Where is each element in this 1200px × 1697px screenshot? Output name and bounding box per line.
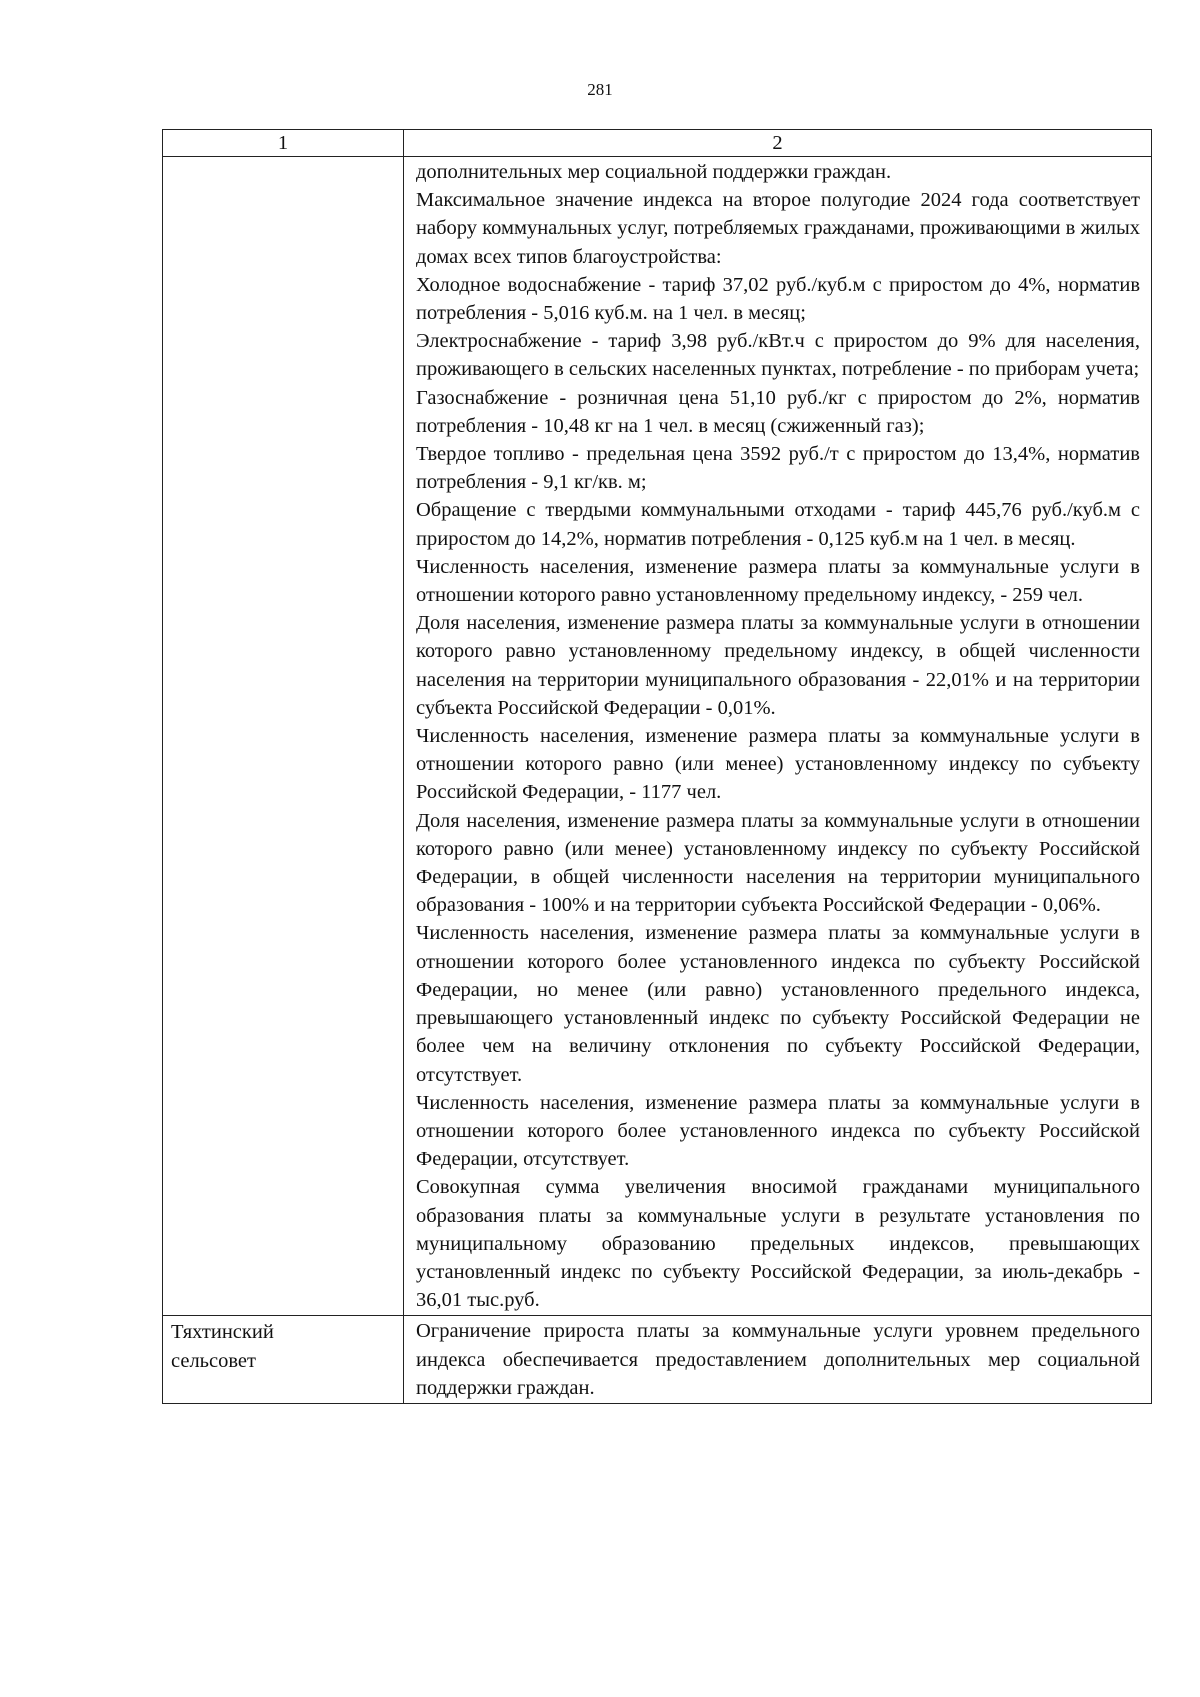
- table-row: [163, 157, 1152, 1316]
- column-header-2: 2: [404, 130, 1152, 157]
- municipality-name-line: сельсовет: [171, 1349, 256, 1372]
- column-header-1: 1: [163, 130, 404, 157]
- municipality-cell: [163, 157, 404, 1316]
- paragraph: Холодное водоснабжение - тариф 37,02 руб./куб.м с приростом до 4%, норматив потребления - 5,016 куб.м. на 1 чел. в месяц;: [416, 273, 1140, 325]
- paragraph: Численность населения, изменение размера платы за коммунальные услуги в отношении которого равно (или менее) установленному индексу по субъекту Российской Федерации, - 1177 чел.: [416, 725, 1140, 804]
- paragraph: Численность населения, изменение размера платы за коммунальные услуги в отношении которого равно установленному предельному индексу, - 259 чел.: [416, 555, 1140, 607]
- paragraph: Доля населения, изменение размера платы за коммунальные услуги в отношении которого равно установленному предельному индексу, в общей численности населения на территории муниципального образования - 22,01% и на территории субъекта Российской Федерации - 0,01%.: [416, 612, 1140, 719]
- paragraph: Численность населения, изменение размера платы за коммунальные услуги в отношении которого более установленного индекса по субъекту Российской Федерации, но менее (или равно) установленного предельного индекса, превышающего установленный индекс по субъекту Российской Федерации не более чем на величину отклонения по субъекту Российской Федерации, отсутствует.: [416, 922, 1140, 1086]
- paragraph: Доля населения, изменение размера платы за коммунальные услуги в отношении которого равно (или менее) установленному индексу по субъекту Российской Федерации, в общей численности населения на территории муниципального образования - 100% и на территории субъекта Российской Федерации - 0,06%.: [416, 809, 1140, 917]
- paragraph: Электроснабжение - тариф 3,98 руб./кВт.ч с приростом до 9% для населения, проживающего в сельских населенных пунктах, потребление - по приборам учета;: [416, 330, 1140, 381]
- paragraph: Численность населения, изменение размера платы за коммунальные услуги в отношении которого более установленного индекса по субъекту Российской Федерации, отсутствует.: [416, 1091, 1140, 1171]
- paragraph: Ограничение прироста платы за коммунальные услуги уровнем предельного индекса обеспечивается предоставлением дополнительных мер социальной поддержки граждан.: [416, 1320, 1140, 1399]
- paragraph: Совокупная сумма увеличения вносимой гражданами муниципального образования платы за коммунальные услуги в результате установления по муниципальному образованию предельных индексов, превышающих установленный индекс по субъекту Российской Федерации, за июль-декабрь - 36,01 тыс.руб.: [416, 1176, 1140, 1312]
- municipality-cell: [163, 1316, 404, 1404]
- table-row: [163, 1316, 1152, 1404]
- description-cell: [404, 157, 1152, 1316]
- paragraph: Обращение с твердыми коммунальными отходами - тариф 445,76 руб./куб.м с приростом до 14,2%, норматив потребления - 0,125 куб.м на 1 чел. в месяц.: [416, 499, 1140, 550]
- municipality-name-line: Тяхтинский: [171, 1321, 274, 1344]
- paragraph: Газоснабжение - розничная цена 51,10 руб./кг с приростом до 2%, норматив потребления - 10,48 кг на 1 чел. в месяц (сжиженный газ);: [416, 386, 1140, 437]
- table-header-row: [163, 130, 1152, 157]
- page-number: 281: [587, 80, 613, 99]
- paragraph: Твердое топливо - предельная цена 3592 руб./т с приростом до 13,4%, норматив потребления - 9,1 кг/кв. м;: [416, 443, 1140, 494]
- document-table: [162, 129, 1152, 1404]
- paragraph: Максимальное значение индекса на второе полугодие 2024 года соответствует набору коммунальных услуг, потребляемых гражданами, проживающими в жилых домах всех типов благоустройства:: [416, 189, 1140, 268]
- description-cell: [404, 1316, 1152, 1404]
- paragraph: дополнительных мер социальной поддержки граждан.: [416, 161, 892, 183]
